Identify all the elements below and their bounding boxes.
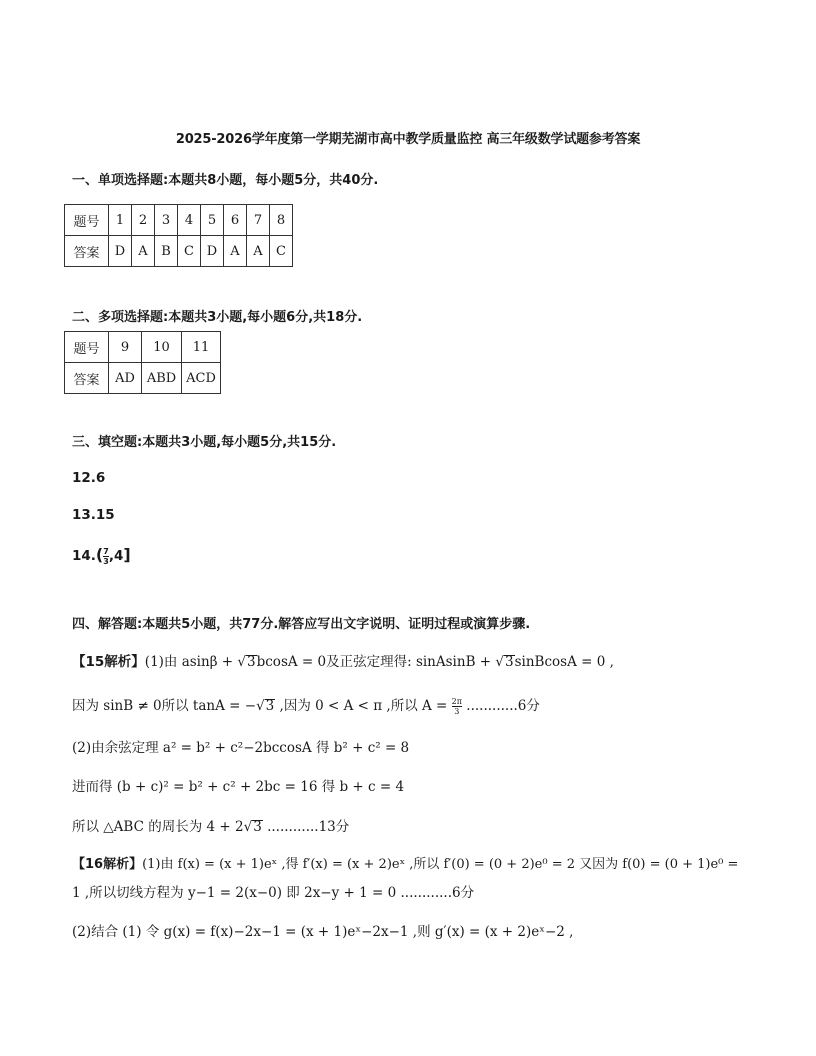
problem16-line2: 1 ,所以切线方程为 y−1 = 2(x−0) 即 2x−y + 1 = 0 ............6分 <box>72 885 475 901</box>
question-number: 7 <box>247 205 270 236</box>
question-number: 3 <box>155 205 178 236</box>
question-number: 10 <box>142 332 182 363</box>
table-row <box>65 332 221 363</box>
answer-14-rest: ,4 <box>108 548 124 564</box>
section3-heading: 三、填空题:本题共3小题,每小题5分,共15分. <box>72 435 337 450</box>
answer-14-prefix: 14. <box>72 548 96 564</box>
question-number: 5 <box>201 205 224 236</box>
problem16-label: 【16解析】 <box>72 857 143 872</box>
answer-cell: A <box>132 236 155 267</box>
answer-cell: ACD <box>182 363 221 394</box>
question-number: 8 <box>270 205 293 236</box>
answer-cell: A <box>224 236 247 267</box>
row-label: 题号 <box>65 205 109 236</box>
problem16-line3: (2)结合 (1) 令 g(x) = f(x)−2x−1 = (x + 1)eˣ−2x−1 ,则 g′(x) = (x + 2)eˣ−2 , <box>72 924 574 940</box>
problem16-line1: 【16解析】(1)由 f(x) = (x + 1)eˣ ,得 f′(x) = (x + 2)eˣ ,所以 f′(0) = (0 + 2)e⁰ = 2 又因为 f(0) = (0 + 1)e⁰ = <box>72 857 739 872</box>
answer-cell: D <box>201 236 224 267</box>
question-number: 11 <box>182 332 221 363</box>
page-title: 2025-2026学年度第一学期芜湖市高中教学质量监控 高三年级数学试题参考答案 <box>175 132 641 147</box>
fraction: $\frac{2\pi}{3}$ <box>451 697 463 716</box>
answer-label: 答案 <box>65 236 109 267</box>
answer-label: 答案 <box>65 363 109 394</box>
problem15-label: 【15解析】 <box>72 654 145 670</box>
answer-14: 14.( $\frac{7}{3}$ ,4] <box>72 545 131 566</box>
fraction: $\frac{7}{3}$ <box>103 546 109 566</box>
question-number: 9 <box>109 332 142 363</box>
single-choice-answer-table <box>64 204 293 267</box>
section2-heading: 二、多项选择题:本题共3小题,每小题6分,共18分. <box>72 310 363 325</box>
problem15-line2: 因为 sinB ≠ 0所以 tanA = −√3 ,因为 0 < A < π ,所以 A = $\frac{2\pi}{3}$ ............6分 <box>72 697 540 716</box>
multi-choice-answer-table <box>64 331 221 394</box>
answer-cell: AD <box>109 363 142 394</box>
answer-13: 13.15 <box>72 507 115 523</box>
question-number: 1 <box>109 205 132 236</box>
answer-cell: A <box>247 236 270 267</box>
question-number: 2 <box>132 205 155 236</box>
table-row <box>65 236 293 267</box>
section4-heading: 四、解答题:本题共5小题，共77分.解答应写出文字说明、证明过程或演算步骤. <box>72 617 531 632</box>
answer-cell: C <box>270 236 293 267</box>
answer-12: 12.6 <box>72 470 106 486</box>
answer-cell: D <box>109 236 132 267</box>
answer-cell: ABD <box>142 363 182 394</box>
problem15-line4: 进而得 (b + c)² = b² + c² + 2bc = 16 得 b + c = 4 <box>72 779 405 795</box>
question-number: 4 <box>178 205 201 236</box>
answer-cell: C <box>178 236 201 267</box>
table-row <box>65 363 221 394</box>
table-row <box>65 205 293 236</box>
problem15-line5: 所以 △ABC 的周长为 4 + 2√3 ............13分 <box>72 819 350 835</box>
section1-heading: 一、单项选择题:本题共8小题，每小题5分，共40分. <box>72 173 379 188</box>
problem15-line3: (2)由余弦定理 a² = b² + c²−2bccosA 得 b² + c² = 8 <box>72 740 410 756</box>
answer-cell: B <box>155 236 178 267</box>
problem15-line1: 【15解析】(1)由 asinβ + √3bcosA = 0及正弦定理得: sinAsinB + √3sinBcosA = 0 , <box>72 654 614 670</box>
row-label: 题号 <box>65 332 109 363</box>
question-number: 6 <box>224 205 247 236</box>
